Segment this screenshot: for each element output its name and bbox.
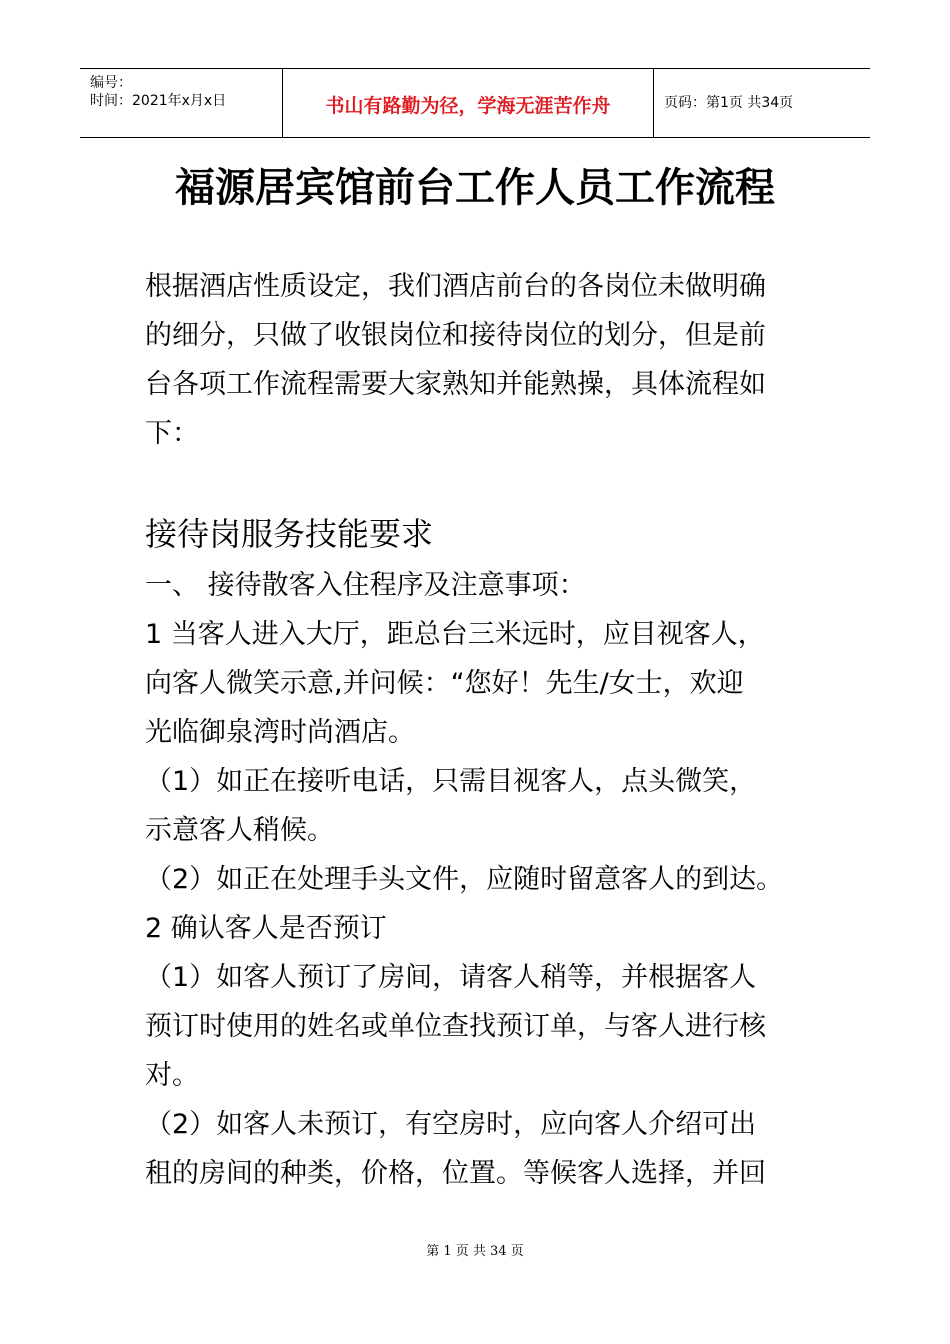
intro-line: 根据酒店性质设定，我们酒店前台的各岗位未做明确: [145, 271, 766, 302]
intro-line: 的细分，只做了收银岗位和接待岗位的划分，但是前: [145, 320, 766, 351]
content-line: 向客人微笑示意,并问候：“您好！先生/女士，欢迎: [145, 668, 744, 699]
intro-paragraph: [145, 262, 825, 458]
content-line: （2）如客人未预订，有空房时，应向客人介绍可出: [145, 1109, 757, 1140]
intro-line: 下：: [145, 418, 199, 449]
content-line: 一、 接待散客入住程序及注意事项：: [145, 570, 586, 601]
header-page-cell: [654, 69, 870, 137]
content-line: （1）如客人预订了房间，请客人稍等，并根据客人: [145, 962, 757, 993]
content-line: （1）如正在接听电话，只需目视客人，点头微笑，: [145, 766, 757, 797]
section-heading: 接待岗服务技能要求: [145, 515, 434, 553]
content-line: 预订时使用的姓名或单位查找预订单，与客人进行核: [145, 1011, 766, 1042]
header-page-info: 页码：第1页 共34页: [664, 95, 794, 111]
section-content: [145, 561, 825, 1198]
content-line: 租的房间的种类，价格，位置。等候客人选择，并回: [145, 1158, 766, 1189]
content-line: 光临御泉湾时尚酒店。: [145, 717, 415, 748]
document-title: 福源居宾馆前台工作人员工作流程: [175, 164, 775, 211]
content-line: （2）如正在处理手头文件，应随时留意客人的到达。: [145, 864, 784, 895]
document-header: [80, 68, 870, 138]
content-line: 示意客人稍候。: [145, 815, 334, 846]
content-line: 2 确认客人是否预订: [145, 913, 387, 944]
header-info-cell: [80, 69, 283, 137]
page-footer: 第 1 页 共 34 页: [426, 1244, 524, 1259]
content-line: 1 当客人进入大厅，距总台三米远时，应目视客人，: [145, 619, 765, 650]
document-date-label: 时间：2021年x月x日: [90, 93, 227, 109]
header-motto-cell: [283, 69, 654, 137]
header-motto: 书山有路勤为径，学海无涯苦作舟: [325, 95, 611, 117]
document-number-label: 编号：: [90, 75, 132, 91]
content-line: 对。: [145, 1060, 199, 1091]
intro-line: 台各项工作流程需要大家熟知并能熟操，具体流程如: [145, 369, 766, 400]
